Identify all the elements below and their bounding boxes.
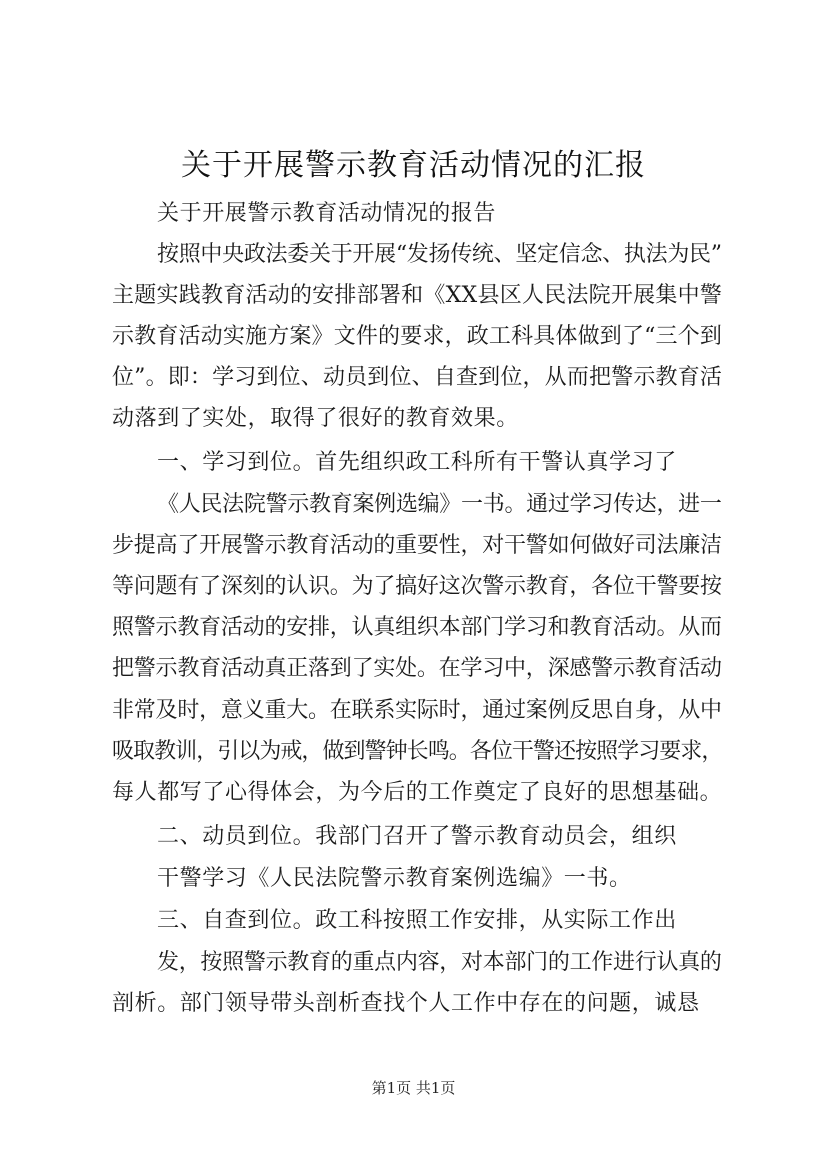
paragraph-line: 吸取教训，引以为戒，做到警钟长鸣。各位干警还按照学习要求， xyxy=(112,739,723,764)
paragraph-line: 把警示教育活动真正落到了实处。在学习中，深感警示教育活动 xyxy=(112,656,722,681)
paragraph-line: 按照中央政法委关于开展“发扬传统、坚定信念、执法为民” xyxy=(157,242,722,267)
paragraph-line: 等问题有了深刻的认识。为了搞好这次警示教育，各位干警要按 xyxy=(112,574,722,599)
paragraph-line: 每人都写了心得体会，为今后的工作奠定了良好的思想基础。 xyxy=(112,780,723,805)
paragraph-line: 照警示教育活动的安排，认真组织本部门学习和教育活动。从而 xyxy=(112,615,722,640)
paragraph-line: 非常及时，意义重大。在联系实际时，通过案例反思自身，从中 xyxy=(112,698,722,723)
paragraph-line: 二、动员到位。我部门召开了警示教育动员会，组织 xyxy=(157,824,677,849)
page-number-footer: 第1页 共1页 xyxy=(371,1079,456,1097)
paragraph-line: 示教育活动实施方案》文件的要求，政工科具体做到了“三个到 xyxy=(112,324,723,349)
paragraph-line: 发，按照警示教育的重点内容，对本部门的工作进行认真的 xyxy=(157,950,722,975)
paragraph-line: 干警学习《人民法院警示教育案例选编》一书。 xyxy=(157,866,632,891)
paragraph-line: 动落到了实处，取得了很好的教育效果。 xyxy=(112,406,519,431)
subtitle-line: 关于开展警示教育活动情况的报告 xyxy=(157,201,497,226)
paragraph-line: 剖析。部门领导带头剖析查找个人工作中存在的问题，诚恳 xyxy=(112,991,700,1016)
paragraph-line: 步提高了开展警示教育活动的重要性，对干警如何做好司法廉洁 xyxy=(112,533,722,558)
paragraph-line: 《人民法院警示教育案例选编》一书。通过学习传达，进一 xyxy=(157,492,722,517)
paragraph-line: 一、学习到位。首先组织政工科所有干警认真学习了 xyxy=(157,450,677,475)
paragraph-line: 位”。即：学习到位、动员到位、自查到位，从而把警示教育活 xyxy=(112,365,723,390)
document-title: 关于开展警示教育活动情况的汇报 xyxy=(181,148,646,183)
paragraph-line: 三、自查到位。政工科按照工作安排，从实际工作出 xyxy=(157,908,677,933)
paragraph-line: 主题实践教育活动的安排部署和《XX县区人民法院开展集中警 xyxy=(112,283,723,308)
